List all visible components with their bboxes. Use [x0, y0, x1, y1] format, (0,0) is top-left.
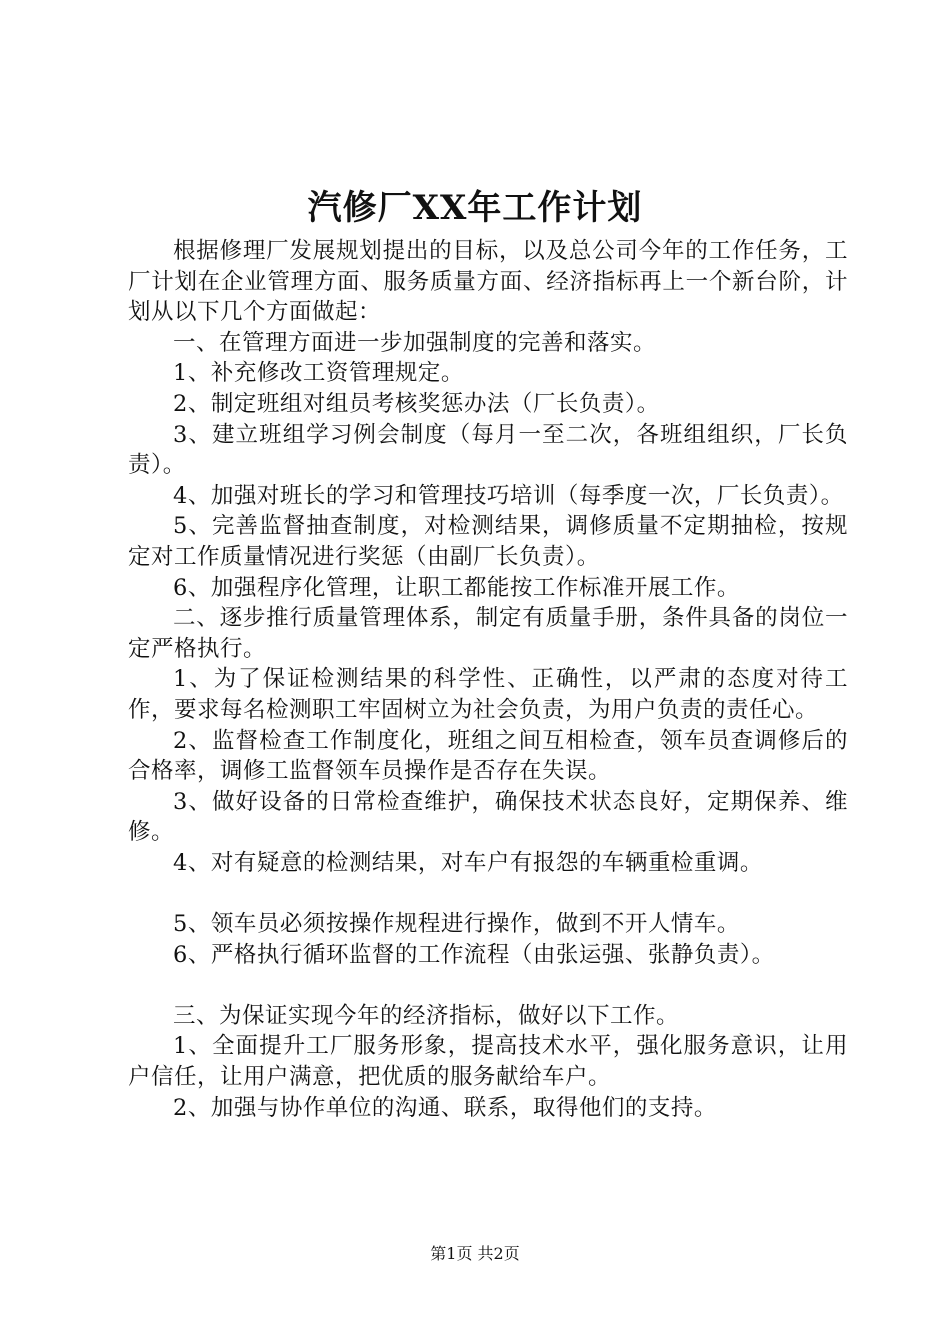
section-3-item-1: 1、全面提升工厂服务形象，提高技术水平，强化服务意识，让用户信任，让用户满意，把优质的服务献给车户。 [128, 1033, 848, 1091]
intro-paragraph: 根据修理厂发展规划提出的目标，以及总公司今年的工作任务，工厂计划在企业管理方面、服务质量方面、经济指标再上一个新台阶，计划从以下几个方面做起： [128, 238, 848, 326]
section-2-heading: 二、逐步推行质量管理体系，制定有质量手册，条件具备的岗位一定严格执行。 [128, 605, 848, 662]
section-1-heading: 一、在管理方面进一步加强制度的完善和落实。 [173, 329, 657, 356]
section-2-item-5: 5、领车员必须按操作规程进行操作，做到不开人情车。 [173, 911, 740, 938]
document-title: 汽修厂XX年工作计划 [307, 188, 643, 228]
section-2-item-2: 2、监督检查工作制度化，班组之间互相检查，领车员查调修后的合格率，调修工监督领车员操作是否存在失误。 [128, 727, 848, 785]
document-body [128, 236, 848, 1123]
page-footer: 第1页 共2页 [430, 1244, 520, 1263]
section-1-item-6: 6、加强程序化管理，让职工都能按工作标准开展工作。 [173, 574, 740, 601]
section-1-item-5: 5、完善监督抽查制度，对检测结果，调修质量不定期抽检，按规定对工作质量情况进行奖惩（由副厂长负责）。 [128, 513, 848, 570]
section-1-item-3: 3、建立班组学习例会制度（每月一至二次，各班组组织，厂长负责）。 [128, 421, 848, 479]
section-3-item-2: 2、加强与协作单位的沟通、联系，取得他们的支持。 [173, 1094, 717, 1121]
section-2-item-4: 4、对有疑意的检测结果，对车户有报怨的车辆重检重调。 [173, 849, 763, 876]
section-2-item-6: 6、严格执行循环监督的工作流程（由张运强、张静负责）。 [173, 941, 775, 968]
section-3-heading: 三、为保证实现今年的经济指标，做好以下工作。 [173, 1002, 680, 1029]
section-1-item-4: 4、加强对班长的学习和管理技巧培训（每季度一次，厂长负责）。 [173, 482, 844, 509]
section-2-item-3: 3、做好设备的日常检查维护，确保技术状态良好，定期保养、维修。 [128, 788, 848, 846]
section-2-item-1: 1、为了保证检测结果的科学性、正确性，以严肃的态度对待工作，要求每名检测职工牢固树立为社会负责，为用户负责的责任心。 [128, 666, 848, 723]
section-1-item-2: 2、制定班组对组员考核奖惩办法（厂长负责）。 [173, 390, 660, 417]
section-1-item-1: 1、补充修改工资管理规定。 [173, 360, 464, 387]
